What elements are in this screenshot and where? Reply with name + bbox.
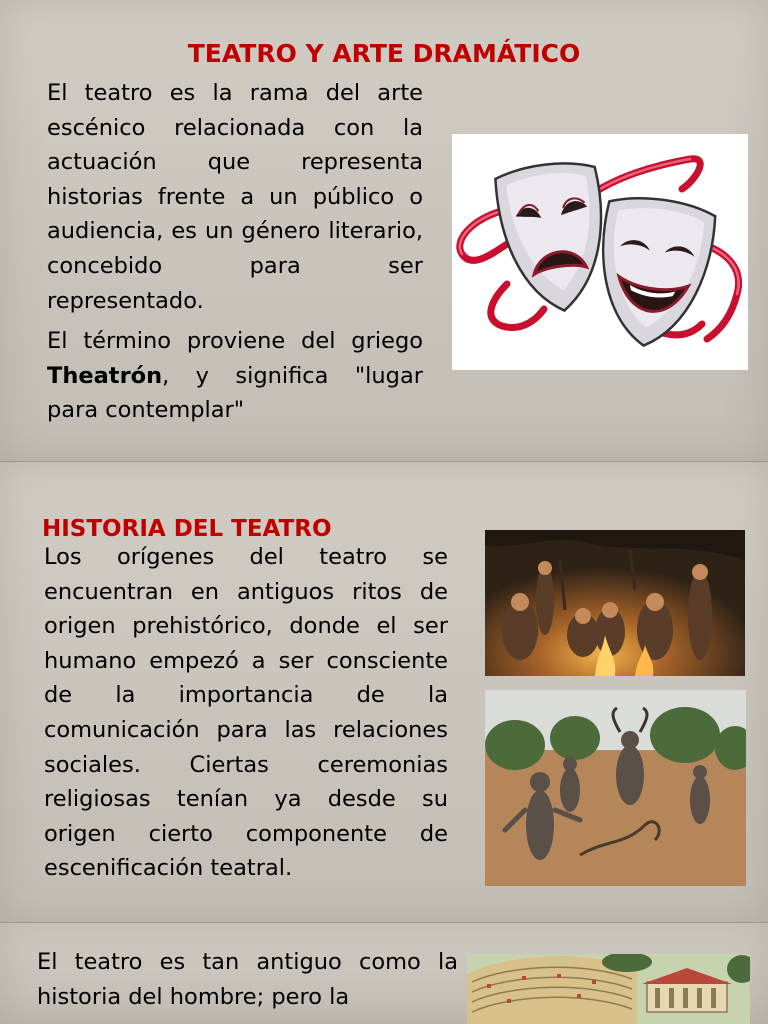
amphitheater-image xyxy=(467,954,750,1024)
ritual-dance-image xyxy=(485,690,746,886)
slide-title-teatro: TEATRO Y ARTE DRAMÁTICO xyxy=(187,38,581,68)
cave-ritual-image xyxy=(485,530,745,676)
history-paragraph: Los orígenes del teatro se encuentran en antiguos ritos de origen prehistórico, donde el ser humano empezó a ser consciente de la importancia de la comunicación para las relaciones sociales. Ciertas ceremonias religiosas tenían ya desde su origen cierto componente de escenificación teatral. xyxy=(44,544,448,882)
theater-masks-image xyxy=(452,134,748,370)
etymology-paragraph xyxy=(47,324,423,428)
etymology-bold-term: Theatrón xyxy=(47,362,163,389)
ritual-dance-photo-icon xyxy=(485,690,746,886)
ancient-theater-paragraph: El teatro es tan antiguo como la historia del hombre; pero la xyxy=(37,949,458,1010)
etymology-text-before: El término proviene del griego xyxy=(47,328,423,354)
amphitheater-illustration-icon xyxy=(467,954,750,1024)
theater-masks-icon xyxy=(452,134,748,370)
definition-paragraph: El teatro es la rama del arte escénico relacionada con la actuación que representa historias frente a un público o audiencia, es un género literario, concebido para ser representado. xyxy=(47,80,423,314)
slide-title-historia: HISTORIA DEL TEATRO xyxy=(42,516,332,543)
cave-ritual-photo-icon xyxy=(485,530,745,676)
etymology-text-after: , y significa "lugar para contemplar" xyxy=(47,362,423,424)
